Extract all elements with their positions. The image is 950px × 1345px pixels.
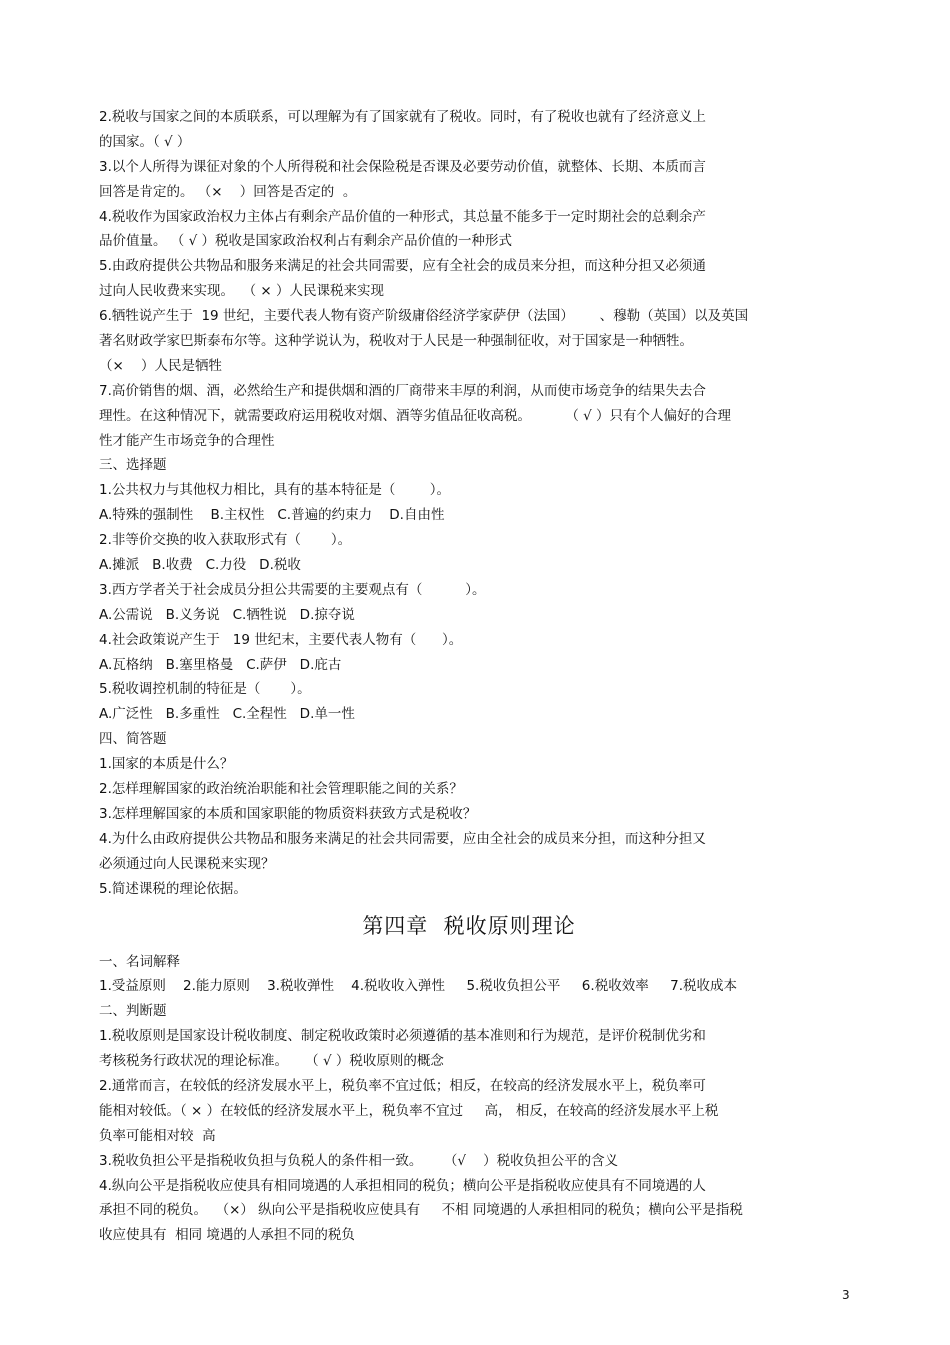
text-line: 的国家。（ √ ） (99, 133, 191, 150)
question-line: 必须通过向人民课税来实现？ (99, 855, 275, 872)
text-line: 5.由政府提供公共物品和服务来满足的社会共同需要，应有全社会的成员来分担，而这种分担又必须通 (99, 258, 706, 275)
text-line: 回答是肯定的。 （× ）回答是否定的 。 (99, 183, 357, 200)
text-line: （× ）人民是牺牲 (99, 357, 222, 374)
section-heading: 一、名词解释 (99, 953, 180, 970)
text-line: 性才能产生市场竞争的合理性 (99, 432, 275, 449)
options-line: A.摊派 B.收费 C.力役 D.税收 (99, 557, 301, 574)
text-line: 能相对较低。（ × ）在较低的经济发展水平上，税负率不宜过 高， 相反，在较高的经济发展水平上税 (99, 1102, 719, 1119)
text-line: 理性。在这种情况下，就需要政府运用税收对烟、酒等劣值品征收高税。 （ √ ）只有个人偏好的合理 (99, 407, 732, 424)
text-line: 考核税务行政状况的理论标准。 （ √ ）税收原则的概念 (99, 1053, 444, 1070)
text-line: 负率可能相对较 高 (99, 1127, 216, 1144)
options-line: A.瓦格纳 B.塞里格曼 C.萨伊 D.庇古 (99, 656, 342, 673)
section-heading: 二、判断题 (99, 1003, 167, 1020)
text-line: 1.税收原则是国家设计税收制度、制定税收政策时必须遵循的基本准则和行为规范，是评价税制优劣和 (99, 1028, 706, 1045)
question-line: 2.非等价交换的收入获取形式有（ ）。 (99, 532, 352, 549)
text-line: 2.通常而言，在较低的经济发展水平上，税负率不宜过低；相反，在较高的经济发展水平上，税负率可 (99, 1077, 706, 1094)
options-line: A.特殊的强制性 B.主权性 C.普遍的约束力 D.自由性 (99, 507, 445, 524)
text-line: 2.税收与国家之间的本质联系，可以理解为有了国家就有了税收。同时，有了税收也就有了经济意义上 (99, 109, 706, 125)
terms-line: 1.受益原则 2.能力原则 3.税收弹性 4.税收收入弹性 5.税收负担公平 6.税收效率 7.税收成本 (99, 978, 738, 995)
page-number: 3 (842, 1288, 850, 1302)
text-line: 品价值量。 （ √ ）税收是国家政治权利占有剩余产品价值的一种形式 (99, 233, 512, 250)
text-line: 3.税收负担公平是指税收负担与负税人的条件相一致。 （√ ）税收负担公平的含义 (99, 1152, 619, 1169)
question-line: 5.税收调控机制的特征是（ ）。 (99, 681, 311, 698)
question-line: 1.公共权力与其他权力相比，具有的基本特征是（ ）。 (99, 482, 450, 499)
chapter-title: 第四章 税收原则理论 (362, 913, 576, 938)
text-line: 著名财政学家巴斯泰布尔等。这种学说认为，税收对于人民是一种强制征收，对于国家是一种牺牲。 (99, 333, 693, 350)
question-line: 5.简述课税的理论依据。 (99, 880, 247, 897)
question-line: 4.社会政策说产生于 19 世纪末，主要代表人物有（ ）。 (99, 631, 463, 648)
text-line: 承担不同的税负。 （×） 纵向公平是指税收应使具有 不相 同境遇的人承担相同的税负；横向公平是指税 (99, 1202, 743, 1219)
question-line: 1.国家的本质是什么？ (99, 756, 234, 773)
text-line: 4.纵向公平是指税收应使具有相同境遇的人承担相同的税负；横向公平是指税收应使具有不同境遇的人 (99, 1177, 706, 1194)
question-line: 3.怎样理解国家的本质和国家职能的物质资料获致方式是税收？ (99, 805, 477, 822)
text-line: 6.牺牲说产生于 19 世纪，主要代表人物有资产阶级庸俗经济学家萨伊（法国） 、穆勒（英国）以及英国 (99, 308, 749, 325)
section-heading: 四、简答题 (99, 731, 167, 748)
text-line: 收应使具有 相同 境遇的人承担不同的税负 (99, 1227, 355, 1244)
text-line: 3.以个人所得为课征对象的个人所得税和社会保险税是否课及必要劳动价值，就整体、长期、本质而言 (99, 158, 706, 175)
text-line: 7.高价销售的烟、酒，必然给生产和提供烟和酒的厂商带来丰厚的利润，从而使市场竞争的结果失去合 (99, 382, 706, 399)
question-line: 2.怎样理解国家的政治统治职能和社会管理职能之间的关系？ (99, 781, 463, 798)
text-line: 4.税收作为国家政治权力主体占有剩余产品价值的一种形式，其总量不能多于一定时期社会的总剩余产 (99, 208, 706, 225)
options-line: A.广泛性 B.多重性 C.全程性 D.单一性 (99, 706, 355, 723)
question-line: 3.西方学者关于社会成员分担公共需要的主要观点有（ ）。 (99, 581, 486, 598)
options-line: A.公需说 B.义务说 C.牺牲说 D.掠夺说 (99, 606, 355, 623)
section-heading: 三、选择题 (99, 457, 167, 474)
text-body (99, 105, 839, 1248)
question-line: 4.为什么由政府提供公共物品和服务来满足的社会共同需要，应由全社会的成员来分担，而这种分担又 (99, 830, 706, 847)
text-line: 过向人民收费来实现。 （ × ）人民课税来实现 (99, 283, 384, 300)
